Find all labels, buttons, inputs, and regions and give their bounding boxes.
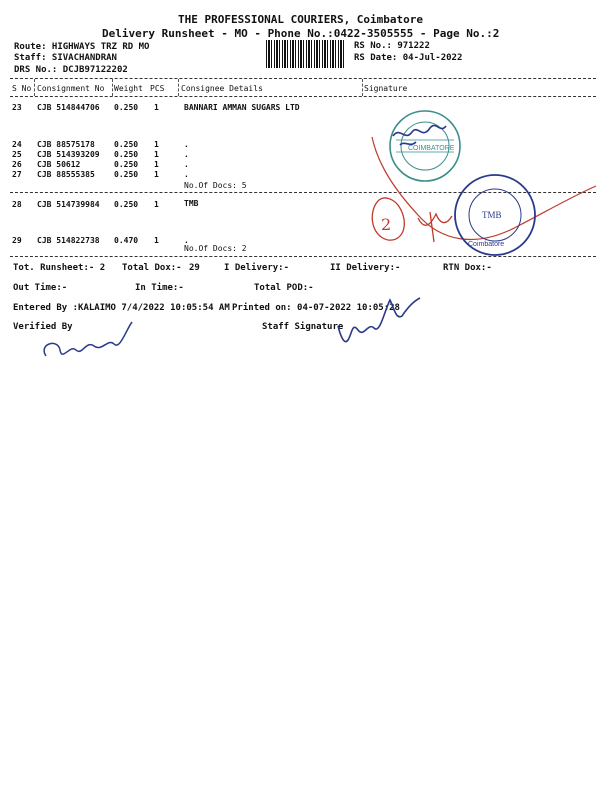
out-time: Out Time:- xyxy=(13,283,68,293)
row-sno: 27 xyxy=(12,170,22,179)
row-sno: 24 xyxy=(12,140,22,149)
no-of-docs-group2: No.Of Docs: 2 xyxy=(184,244,247,253)
row-consignment: CJB 514844706 xyxy=(37,103,100,112)
col-header-consignment: Consignment No xyxy=(37,84,105,93)
printed-on: Printed on: 04-07-2022 10:05:28 xyxy=(232,303,400,313)
row-consignment: CJB 514822738 xyxy=(37,236,100,245)
staff-signature xyxy=(338,298,420,342)
col-header-pcs: PCS xyxy=(150,84,165,93)
row-weight: 0.250 xyxy=(114,103,139,112)
row-consignment: CJB 514393209 xyxy=(37,150,100,159)
row-weight: 0.250 xyxy=(114,170,139,179)
row-consignment: CJB 88575178 xyxy=(37,140,95,149)
company-title: THE PROFESSIONAL COURIERS, Coimbatore xyxy=(178,13,424,26)
red-initials xyxy=(418,212,452,242)
row-consignee: . xyxy=(184,150,189,159)
svg-text:Coimbatore: Coimbatore xyxy=(468,241,505,248)
staff-label: Staff: SIVACHANDRAN xyxy=(14,53,117,63)
staff-signature-label: Staff Signature xyxy=(262,322,344,332)
verified-by-signature xyxy=(44,322,132,356)
verified-by-label: Verified By xyxy=(13,322,73,332)
total-dox-value: 29 xyxy=(189,263,200,273)
row-weight: 0.470 xyxy=(114,236,139,245)
col-header-signature: Signature xyxy=(364,84,408,93)
col-header-weight: Weight xyxy=(114,84,143,93)
row-pcs: 1 xyxy=(154,140,159,149)
svg-text:COIMBATORE: COIMBATORE xyxy=(408,145,455,152)
total-pod: Total POD:- xyxy=(254,283,314,293)
rtn-dox: RTN Dox:- xyxy=(443,263,492,273)
i-delivery: I Delivery:- xyxy=(224,263,290,273)
row-consignee: . xyxy=(184,160,189,169)
row-consignment: CJB 88555385 xyxy=(37,170,95,179)
svg-text:TMB: TMB xyxy=(482,210,502,220)
row-consignee: TMB xyxy=(184,199,199,208)
entered-by: Entered By :KALAIMO 7/4/2022 10:05:54 AM xyxy=(13,303,230,313)
row-weight: 0.250 xyxy=(114,200,139,209)
row-pcs: 1 xyxy=(154,200,159,209)
row-pcs: 1 xyxy=(154,170,159,179)
rs-number: RS No.: 971222 xyxy=(354,41,430,51)
row-pcs: 1 xyxy=(154,236,159,245)
col-header-consignee: Consignee Details xyxy=(181,84,263,93)
row-sno: 28 xyxy=(12,200,22,209)
row-pcs: 1 xyxy=(154,103,159,112)
no-of-docs-group1: No.Of Docs: 5 xyxy=(184,181,247,190)
row-pcs: 1 xyxy=(154,160,159,169)
col-header-sno: S No xyxy=(12,84,32,93)
row-consignee: . xyxy=(184,170,189,179)
row-consignee: BANNARI AMMAN SUGARS LTD xyxy=(184,103,300,112)
row-sno: 29 xyxy=(12,236,22,245)
row-consignee: . xyxy=(184,236,189,245)
row-consignment: CJB 50612 xyxy=(37,160,81,169)
runsheet-subtitle: Delivery Runsheet - MO - Phone No.:0422-3505555 - Page No.:2 xyxy=(102,27,500,40)
total-runsheet: Tot. Runsheet:- 2 xyxy=(13,263,106,273)
row-weight: 0.250 xyxy=(114,150,139,159)
delivery-stamp-2 xyxy=(455,175,535,255)
delivery-stamp-1 xyxy=(390,111,460,181)
row-consignee: . xyxy=(184,140,189,149)
route-label: Route: HIGHWAYS TRZ RD MO xyxy=(14,42,150,52)
row-pcs: 1 xyxy=(154,150,159,159)
total-dox-label: Total Dox:- xyxy=(122,263,182,273)
rs-date: RS Date: 04-Jul-2022 xyxy=(354,53,463,63)
row-sno: 25 xyxy=(12,150,22,159)
row-sno: 26 xyxy=(12,160,22,169)
row-consignment: CJB 514739984 xyxy=(37,200,100,209)
in-time: In Time:- xyxy=(135,283,184,293)
row-sno: 23 xyxy=(12,103,22,112)
circled-number: 2 xyxy=(381,215,392,234)
drs-number: DRS No.: DCJB97122202 xyxy=(14,65,128,75)
row-weight: 0.250 xyxy=(114,160,139,169)
row-weight: 0.250 xyxy=(114,140,139,149)
ii-delivery: II Delivery:- xyxy=(330,263,401,273)
